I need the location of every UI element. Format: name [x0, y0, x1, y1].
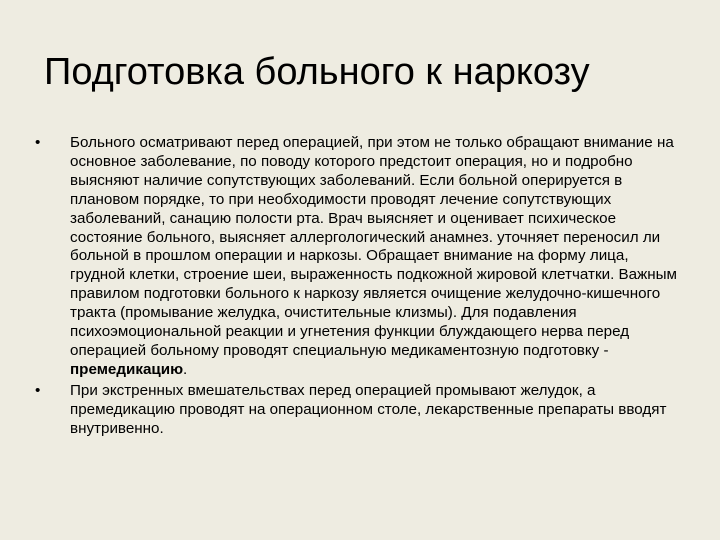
bullet-marker: •	[35, 134, 41, 151]
bullet-text: При экстренных вмешательствах перед операцией промывают желудок, а премедикацию проводят на операционном столе, лекарственные препараты вводят внутривенно.	[70, 381, 667, 437]
bullet-item	[34, 382, 684, 439]
bullet-tail: .	[183, 360, 188, 378]
bullet-item	[34, 134, 684, 380]
slide-title: Подготовка больного к наркозу	[44, 51, 590, 93]
bullet-marker: •	[35, 381, 41, 399]
bullet-text: Больного осматривают перед операцией, при этом не только обращают внимание на основное заболевание, по поводу которого предстоит операция, но и подробно выясняют наличие сопутствующих заболеваний. Если больной оперируется в плановом порядке, то при необходимости проводят лечение сопутствующих заболеваний, санацию полости рта. Врач выясняет и оценивает психическое состояние больного, выясняет аллергологический анамнез. уточняет переносил ли больной в прошлом операции и наркозы. Обращает внимание на форму лица, грудной клетки, строение шеи, выраженность подкожной жировой клетчатки. Важным правилом подготовки больного к наркозу является очищение желудочно-кишечного тракта (промывание желудка, очистительные клизмы). Для подавления психоэмоциональной реакции и угнетения функции блуждающего нерва перед операцией больному проводят специальную медикаментозную подготовку -	[70, 134, 677, 359]
bullet-emphasis: премедикацию	[70, 360, 184, 378]
bullet-list	[34, 134, 684, 441]
